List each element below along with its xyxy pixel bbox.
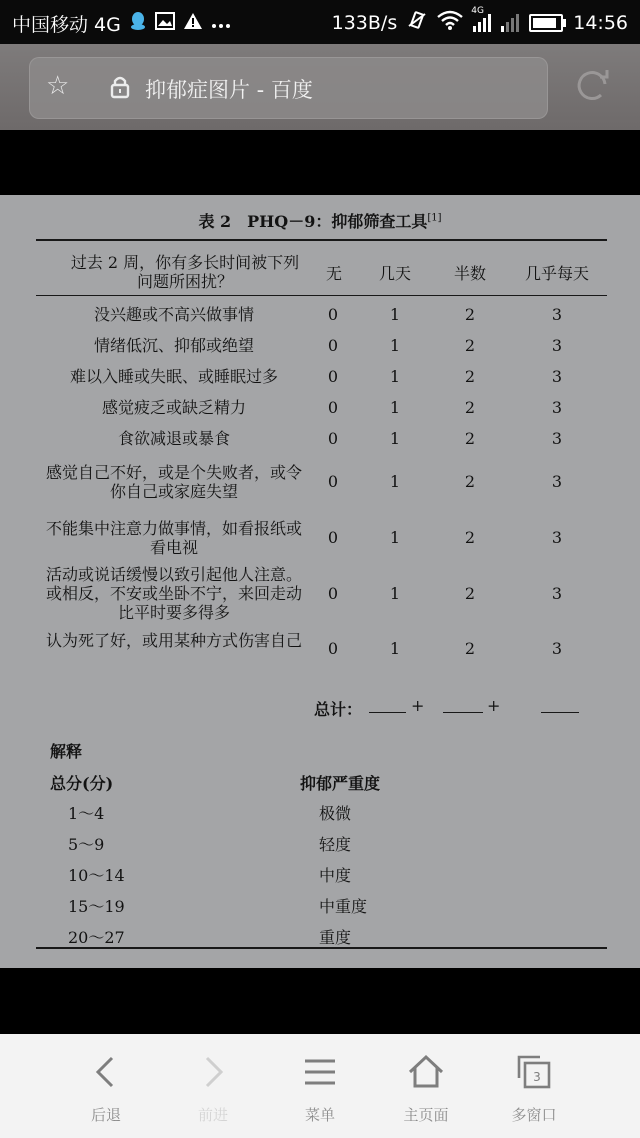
score-cell: 0 (327, 472, 339, 491)
score-cell: 1 (389, 336, 401, 355)
score-cell: 0 (327, 639, 339, 658)
network-speed: 133B/s (331, 11, 398, 34)
windows-label: 多窗口 (511, 1106, 557, 1124)
question-text: 认为死了好，或用某种方式伤害自己 (45, 631, 302, 650)
address-bar[interactable] (29, 57, 548, 119)
score-cell: 3 (551, 367, 563, 386)
wifi-icon (437, 10, 463, 35)
header-rule (36, 295, 607, 296)
forward-icon (195, 1054, 231, 1090)
home-label: 主页面 (403, 1106, 449, 1124)
question-text: 感觉疲乏或缺乏精力 (101, 398, 246, 417)
plus-sign: + (411, 696, 425, 715)
more-icon (211, 14, 231, 34)
question-text: 活动或说话缓慢以致引起他人注意。或相反，不安或坐卧不宁，来回走动比平时要多得多 (45, 565, 302, 622)
question-header: 过去 2 周，你有多长时间被下列问题所困扰？ (70, 253, 300, 291)
score-cell: 3 (551, 336, 563, 355)
score-cell: 1 (389, 367, 401, 386)
signal-icon (501, 14, 519, 32)
lock-icon (109, 75, 131, 99)
plus-sign: + (487, 696, 501, 715)
score-cell: 2 (464, 528, 476, 547)
clock: 14:56 (573, 11, 628, 34)
bottom-navigation (0, 1034, 640, 1138)
score-cell: 0 (327, 305, 339, 324)
forward-button[interactable] (160, 1034, 266, 1138)
back-button[interactable] (53, 1034, 159, 1138)
column-header-none: 无 (325, 264, 342, 283)
score-cell: 2 (464, 336, 476, 355)
bookmark-star-icon[interactable]: ☆ (46, 71, 70, 101)
severity-level: 重度 (319, 928, 352, 947)
score-cell: 0 (327, 398, 339, 417)
score-range: 10～14 (68, 866, 125, 885)
score-cell: 1 (389, 584, 401, 603)
column-header-several-days: 几天 (378, 264, 411, 283)
status-bar (0, 0, 640, 44)
score-cell: 1 (389, 528, 401, 547)
score-range: 5～9 (68, 835, 105, 854)
score-cell: 0 (327, 528, 339, 547)
forward-label: 前进 (197, 1106, 228, 1124)
score-cell: 2 (464, 429, 476, 448)
question-text: 不能集中注意力做事情，如看报纸或看电视 (45, 519, 302, 557)
score-cell: 0 (327, 429, 339, 448)
score-cell: 2 (464, 584, 476, 603)
question-text: 感觉自己不好，或是个失败者，或令你自己或家庭失望 (45, 463, 302, 501)
top-rule (36, 239, 607, 241)
score-cell: 2 (464, 398, 476, 417)
score-cell: 2 (464, 472, 476, 491)
total-label: 总计： (314, 700, 363, 719)
score-cell: 0 (327, 336, 339, 355)
score-cell: 3 (551, 472, 563, 491)
bottom-black-band (0, 968, 640, 1034)
severity-level: 极微 (319, 804, 352, 823)
page-title: 抑郁症图片 - 百度 (145, 78, 313, 102)
score-cell: 3 (551, 305, 563, 324)
score-cell: 2 (464, 305, 476, 324)
interpretation-title: 解释 (50, 742, 83, 761)
home-icon (408, 1054, 444, 1090)
total-blank (369, 712, 406, 713)
score-cell: 3 (551, 528, 563, 547)
score-range: 20～27 (68, 928, 125, 947)
score-cell: 0 (327, 584, 339, 603)
back-icon (88, 1054, 124, 1090)
score-cell: 2 (464, 639, 476, 658)
table-caption (0, 209, 640, 232)
score-cell: 3 (551, 398, 563, 417)
score-cell: 3 (551, 429, 563, 448)
battery-icon (529, 14, 563, 32)
vibrate-icon (407, 10, 427, 35)
signal-icon (471, 5, 491, 32)
question-text: 难以入睡或失眠、或睡眠过多 (69, 367, 278, 386)
back-label: 后退 (90, 1106, 121, 1124)
total-blank (443, 712, 483, 713)
caption-reference: [1] (427, 212, 442, 224)
score-cell: 2 (464, 367, 476, 386)
window-count-badge: 3 (533, 1070, 541, 1084)
qq-icon (129, 11, 147, 36)
score-cell: 1 (389, 305, 401, 324)
warning-icon (183, 12, 203, 35)
network-badge: 4G (471, 5, 484, 16)
severity-level: 中度 (319, 866, 352, 885)
column-header-half: 半数 (453, 264, 486, 283)
caption-text: 表 2 PHQ－9：抑郁筛查工具 (198, 212, 428, 231)
menu-label: 菜单 (304, 1106, 335, 1124)
severity-level: 中重度 (319, 897, 368, 916)
browser-toolbar (0, 44, 640, 130)
menu-button[interactable] (267, 1034, 373, 1138)
image-icon (155, 12, 175, 35)
score-cell: 1 (389, 472, 401, 491)
score-cell: 1 (389, 429, 401, 448)
severity-level: 轻度 (319, 835, 352, 854)
phq9-table-image (0, 195, 640, 968)
total-blank (541, 712, 579, 713)
menu-icon (302, 1054, 338, 1090)
question-text: 情绪低沉、抑郁或绝望 (93, 336, 254, 355)
top-black-band (0, 130, 640, 195)
question-text: 没兴趣或不高兴做事情 (93, 305, 254, 324)
score-cell: 3 (551, 639, 563, 658)
column-header-nearly-every-day: 几乎每天 (524, 264, 589, 283)
score-cell: 1 (389, 398, 401, 417)
score-cell: 0 (327, 367, 339, 386)
question-text: 食欲减退或暴食 (117, 429, 230, 448)
windows-icon (516, 1054, 552, 1090)
score-header: 总分(分) (50, 774, 114, 793)
windows-button[interactable] (481, 1034, 587, 1138)
reload-icon[interactable] (574, 67, 612, 105)
score-range: 1～4 (68, 804, 105, 823)
score-range: 15～19 (68, 897, 125, 916)
home-button[interactable] (373, 1034, 479, 1138)
carrier-label: 中国移动 4G (12, 14, 121, 36)
severity-header: 抑郁严重度 (300, 774, 381, 793)
score-cell: 3 (551, 584, 563, 603)
bottom-rule (36, 947, 607, 949)
score-cell: 1 (389, 639, 401, 658)
